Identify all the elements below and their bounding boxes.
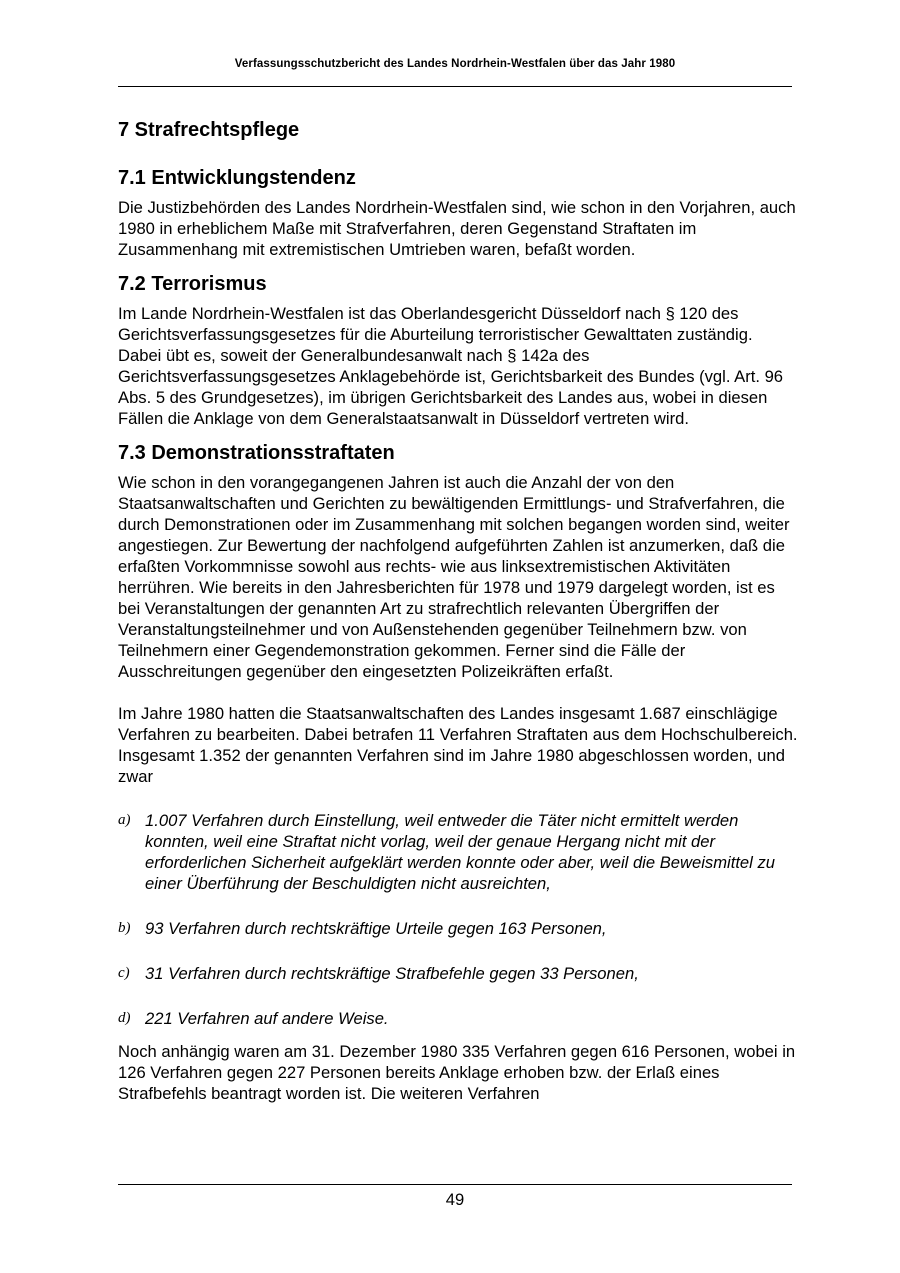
list-item-text: 93 Verfahren durch rechtskräftige Urteile gegen 163 Personen, xyxy=(145,919,607,938)
running-header: Verfassungsschutzbericht des Landes Nordrhein-Westfalen über das Jahr 1980 xyxy=(234,58,676,70)
list-item-text: 31 Verfahren durch rechtskräftige Strafbefehle gegen 33 Personen, xyxy=(145,964,639,983)
section-title-7-1: 7.1 Entwicklungstendenz xyxy=(118,167,356,189)
list-marker: b) xyxy=(118,920,131,936)
section-7-1-paragraph: Die Justizbehörden des Landes Nordrhein-Westfalen sind, wie schon in den Vorjahren, auch 1980 in erheblichem Maße mit Strafverfahren, deren Gegenstand Straftaten im Zusammenhang mit extremistischen Umtrieben waren, befaßt worden. xyxy=(118,198,796,259)
section-7-3-paragraph-2: Im Jahre 1980 hatten die Staatsanwaltschaften des Landes insgesamt 1.687 einschlägige Verfahren zu bearbeiten. Dabei betrafen 11 Verfahren Straftaten aus dem Hochschulbereich. Insgesamt 1.352 der genannten Verfahren sind im Jahre 1980 abgeschlossen worden, und zwar xyxy=(118,704,798,786)
list-marker: a) xyxy=(118,812,131,828)
list-item xyxy=(118,810,798,894)
section-title-7-2: 7.2 Terrorismus xyxy=(118,273,267,295)
page-body xyxy=(118,112,798,1104)
footer-rule xyxy=(118,1184,792,1185)
section-7-2-paragraph: Im Lande Nordrhein-Westfalen ist das Oberlandesgericht Düsseldorf nach § 120 des Gerichtsverfassungsgesetzes für die Aburteilung terroristischer Gewalttaten zuständig. Dabei übt es, soweit der Generalbundesanwalt nach § 142a des Gerichtsverfassungsgesetzes Anklagebehörde ist, Gerichtsbarkeit des Bundes (vgl. Art. 96 Abs. 5 des Grundgesetzes), im übrigen Gerichtsbarkeit des Landes aus, wobei in diesen Fällen die Anklage von dem Generalstaatsanwalt in Düsseldorf vertreten wird. xyxy=(118,304,784,428)
list-item-text: 1.007 Verfahren durch Einstellung, weil entweder die Täter nicht ermittelt werden konnten, weil eine Straftat nicht vorlag, weil der genaue Hergang nicht mit der erforderlichen Sicherheit aufgeklärt werden konnte oder aber, weil die Beweismittel zu einer Überführung der Beschuldigten nicht ausreichten, xyxy=(145,811,775,893)
section-7-3-closing-paragraph: Noch anhängig waren am 31. Dezember 1980 335 Verfahren gegen 616 Personen, wobei in 126 Verfahren gegen 227 Personen bereits Anklage erhoben bzw. der Erlaß eines Strafbefehls beantragt worden ist. Die weiteren Verfahren xyxy=(118,1042,796,1103)
section-title-7-3: 7.3 Demonstrationsstraftaten xyxy=(118,442,395,464)
section-7-3-paragraph-1: Wie schon in den vorangegangenen Jahren ist auch die Anzahl der von den Staatsanwaltschaften und Gerichten zu bewältigenden Ermittlungs- und Strafverfahren, die durch Demonstrationen oder im Zusammenhang mit solchen begangen worden sind, weiter angestiegen. Zur Bewertung der nachfolgend aufgeführten Zahlen ist anzumerken, daß die erfaßten Vorkommnisse sowohl aus rechts- wie aus linksextremistischen Aktivitäten herrühren. Wie bereits in den Jahresberichten für 1978 und 1979 dargelegt worden, ist es bei Veranstaltungen der genannten Art zu strafrechtlich relevanten Übergriffen der Veranstaltungsteilnehmer und von Außenstehenden gegenüber Teilnehmern bzw. von Teilnehmern einer Gegendemonstration gekommen. Ferner sind die Fälle der Ausschreitungen gegenüber den eingesetzten Polizeikräften erfaßt. xyxy=(118,473,790,681)
header-rule xyxy=(118,86,792,87)
list-item xyxy=(118,963,798,984)
chapter-title: 7 Strafrechtspflege xyxy=(118,119,300,141)
list-marker: c) xyxy=(118,965,130,981)
list-item xyxy=(118,1008,798,1029)
list-item xyxy=(118,918,798,939)
case-outcome-list xyxy=(118,810,798,1029)
list-marker: d) xyxy=(118,1010,131,1026)
list-item-text: 221 Verfahren auf andere Weise. xyxy=(145,1009,389,1028)
page-number: 49 xyxy=(445,1190,465,1209)
